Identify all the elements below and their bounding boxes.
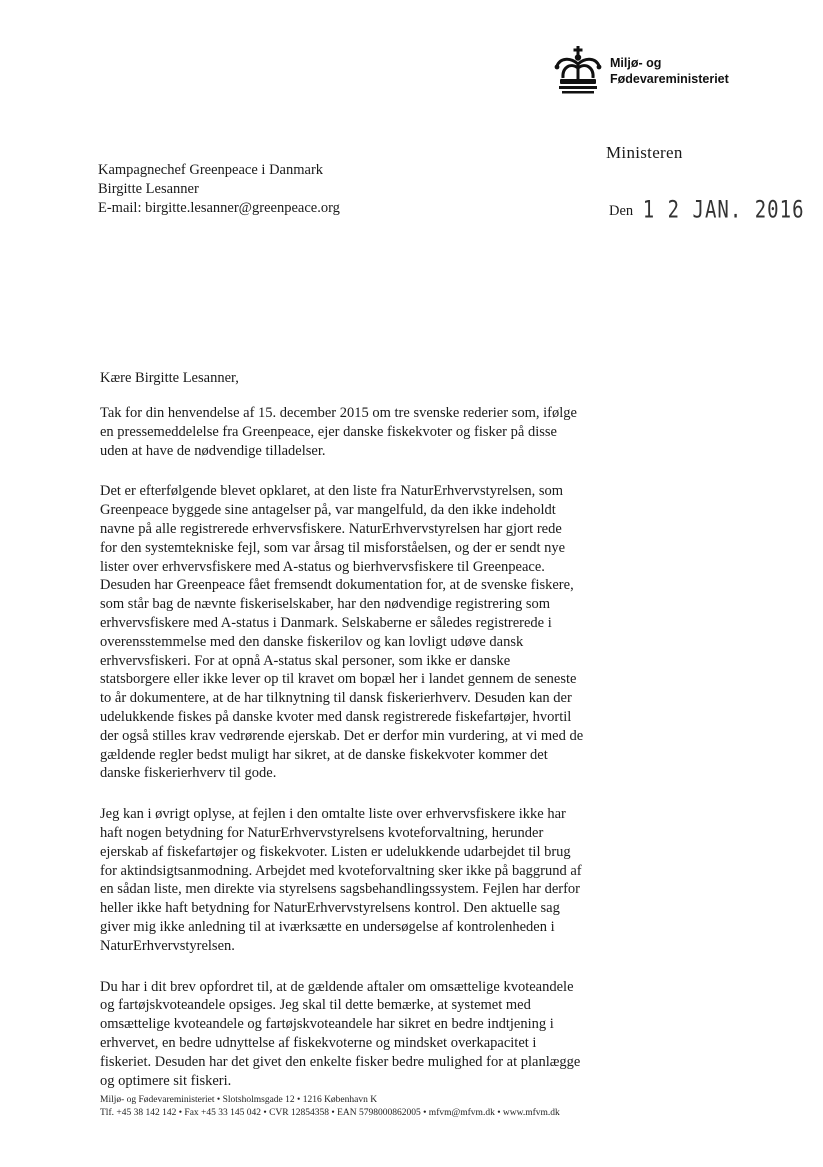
recipient-line: Birgitte Lesanner xyxy=(98,181,199,197)
paragraph-line: erhvervet, en bedre udnyttelse af fiskekvoterne og mindsket overkapacitet i xyxy=(100,1034,537,1051)
paragraph-line: heller ikke haft betydning for NaturErhvervstyrelsens kontrol. Den aktuelle sag xyxy=(100,900,560,917)
paragraph-line: statsborgere eller ikke lever op til kravet om bopæl her i landet gennem de seneste xyxy=(100,671,577,688)
paragraph-line: som står bag de nævnte fiskeriselskaber, har den nødvendige registrering som xyxy=(100,596,551,613)
paragraph-line: NaturErhvervstyrelsen. xyxy=(100,937,235,954)
paragraph-line: og optimere sit fiskeri. xyxy=(100,1072,232,1089)
letter-footer xyxy=(100,1094,560,1120)
date-prefix: Den xyxy=(609,203,634,219)
crown-icon xyxy=(550,44,606,100)
recipient-line: Kampagnechef Greenpeace i Danmark xyxy=(98,162,324,178)
date-stamp: 1 2 JAN. 2016 xyxy=(642,196,805,224)
paragraph-line: haft nogen betydning for NaturErhvervstyrelsens kvoteforvaltning, herunder xyxy=(100,824,544,841)
paragraph-line: erhvervsfiskeri. For at opnå A-status skal personer, som ikke er danske xyxy=(100,652,511,669)
footer-address: Miljø- og Fødevareministeriet • Slotsholmsgade 12 • 1216 København K xyxy=(100,1095,378,1105)
ministry-name xyxy=(610,55,729,87)
paragraph-line: erhvervsfiskere med A-status i Danmark. Selskaberne er således registrerede i xyxy=(100,614,552,631)
body-paragraph xyxy=(100,482,620,783)
paragraph-line: giver mig ikke anledning til at iværksætte en undersøgelse af kontrolenheden i xyxy=(100,918,555,935)
body-paragraph xyxy=(100,978,620,1091)
ministry-name-line1: Miljø- og xyxy=(610,56,662,70)
paragraph-line: og fartøjskvoteandele opsiges. Jeg skal til dette bemærke, at systemet med xyxy=(100,997,531,1014)
paragraph-line: Du har i dit brev opfordret til, at de gældende aftaler om omsættelige kvoteandele xyxy=(100,978,574,995)
sender-title: Ministeren xyxy=(606,143,683,162)
body-paragraph xyxy=(100,404,620,460)
paragraph-line: for aktindsigtsanmodning. Arbejdet med kvoteforvaltning sker ikke på baggrund af xyxy=(100,862,582,879)
paragraph-line: udelukkende fiskes på danske kvoter med dansk registrerede fiskefartøjer, hvortil xyxy=(100,708,572,725)
paragraph-line: uden at have de nødvendige tilladelser. xyxy=(100,442,326,459)
paragraph-line: Det er efterfølgende blevet opklaret, at den liste fra NaturErhvervstyrelsen, som xyxy=(100,483,564,500)
paragraph-line: Jeg kan i øvrigt oplyse, at fejlen i den omtalte liste over erhvervsfiskere ikke har xyxy=(100,806,566,823)
paragraph-line: omsættelige kvoteandele og fartøjskvoteandele har sikret en bedre indtjening i xyxy=(100,1016,554,1033)
paragraph-line: ejerskab af fiskefartøjer og fiskekvoter. Listen er udelukkende udarbejdet til brug xyxy=(100,843,571,860)
letter-date xyxy=(609,196,805,224)
paragraph-line: danske fiskerierhverv til gode. xyxy=(100,765,277,782)
recipient-address xyxy=(98,161,340,218)
paragraph-line: en sådan liste, men direkte via styrelsens sagsbehandlingssystem. Fejlen har derfor xyxy=(100,881,580,898)
paragraph-line: lister over erhvervsfiskere med A-status og bierhvervsfiskere til Greenpeace. xyxy=(100,558,545,575)
footer-contact: Tlf. +45 38 142 142 • Fax +45 33 145 042 • CVR 12854358 • EAN 5798000862005 • mfvm@mfvm.dk • www.mfvm.dk xyxy=(100,1108,560,1118)
paragraph-line: Tak for din henvendelse af 15. december 2015 om tre svenske rederier som, ifølge xyxy=(100,405,577,421)
paragraph-line: overensstemmelse med den danske fiskerilov og kan lovligt udøve dansk xyxy=(100,633,524,650)
ministry-name-line2: Fødevareministeriet xyxy=(610,72,729,86)
paragraph-line: Desuden har Greenpeace fået fremsendt dokumentation for, at de svenske fiskere, xyxy=(100,577,574,594)
recipient-email: E-mail: birgitte.lesanner@greenpeace.org xyxy=(98,200,340,216)
salutation: Kære Birgitte Lesanner, xyxy=(100,370,239,386)
paragraph-line: gældende regler bedst muligt har sikret, at de danske fiskekvoter kommer det xyxy=(100,746,548,763)
paragraph-line: to år dokumentere, at de har tilknytning til dansk fiskerierhverv. Desuden kan der xyxy=(100,690,572,707)
paragraph-line: en pressemeddelelse fra Greenpeace, ejer danske fiskekvoter og fisker på disse xyxy=(100,423,557,440)
paragraph-line: fiskeriet. Desuden har det givet den enkelte fisker bedre mulighed for at planlægge xyxy=(100,1053,581,1070)
paragraph-line: for den systemtekniske fejl, som var årsag til misforståelsen, og der er sendt nye xyxy=(100,539,566,556)
paragraph-line: navne på alle registrerede erhvervsfiskere. NaturErhvervstyrelsen har gjort rede xyxy=(100,520,562,537)
paragraph-line: Greenpeace byggede sine antagelser på, var mangelfuld, da den ikke indeholdt xyxy=(100,502,556,519)
paragraph-line: der også stilles krav vedrørende ejerskab. Det er derfor min vurdering, at vi med de xyxy=(100,727,584,744)
letter-body xyxy=(100,404,620,1112)
body-paragraph xyxy=(100,805,620,955)
ministry-logo xyxy=(550,44,780,100)
